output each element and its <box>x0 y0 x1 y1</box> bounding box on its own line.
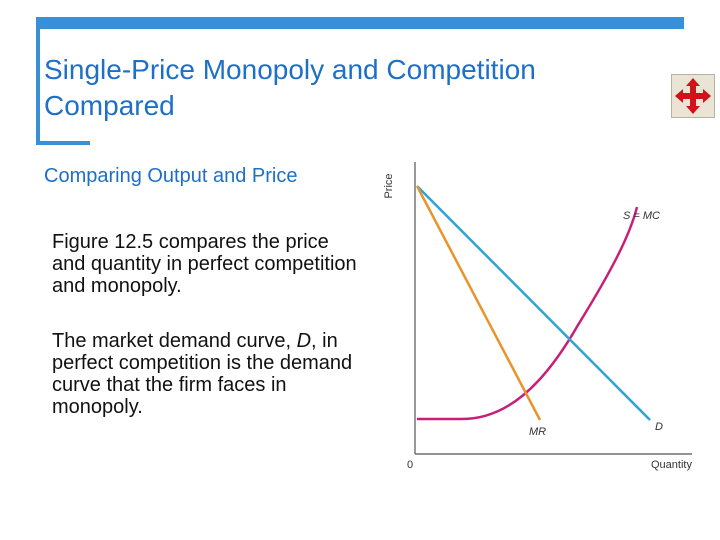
demand-label: D <box>655 421 663 433</box>
title-accent-bottom-bar <box>36 141 90 145</box>
paragraph-demand-curve <box>52 330 362 418</box>
paragraph-demand-italic: D <box>296 330 312 352</box>
section-subheading: Comparing Output and Price <box>44 165 298 187</box>
paragraph-demand-post: , in perfect competition is the demand curve that the firm faces in monopoly. <box>52 330 353 418</box>
y-axis-label: Price <box>383 173 395 199</box>
marginal-revenue-curve <box>417 186 540 420</box>
x-axis-label: Quantity <box>651 459 692 471</box>
title-accent-bar <box>36 17 684 29</box>
supply-curve <box>417 207 637 419</box>
title-accent-left-bar <box>36 17 40 145</box>
monopoly-competition-diagram <box>380 160 700 480</box>
paragraph-demand-pre: The market demand curve, <box>52 330 297 352</box>
mr-label: MR <box>529 426 547 438</box>
supply-label: S = MC <box>623 210 660 222</box>
move-arrows-icon[interactable] <box>671 74 715 118</box>
slide-title: Single-Price Monopoly and Competition Compared <box>44 54 536 121</box>
origin-label: 0 <box>407 459 414 471</box>
paragraph-figure-intro: Figure 12.5 compares the price and quantity in perfect competition and monopoly. <box>52 231 357 297</box>
